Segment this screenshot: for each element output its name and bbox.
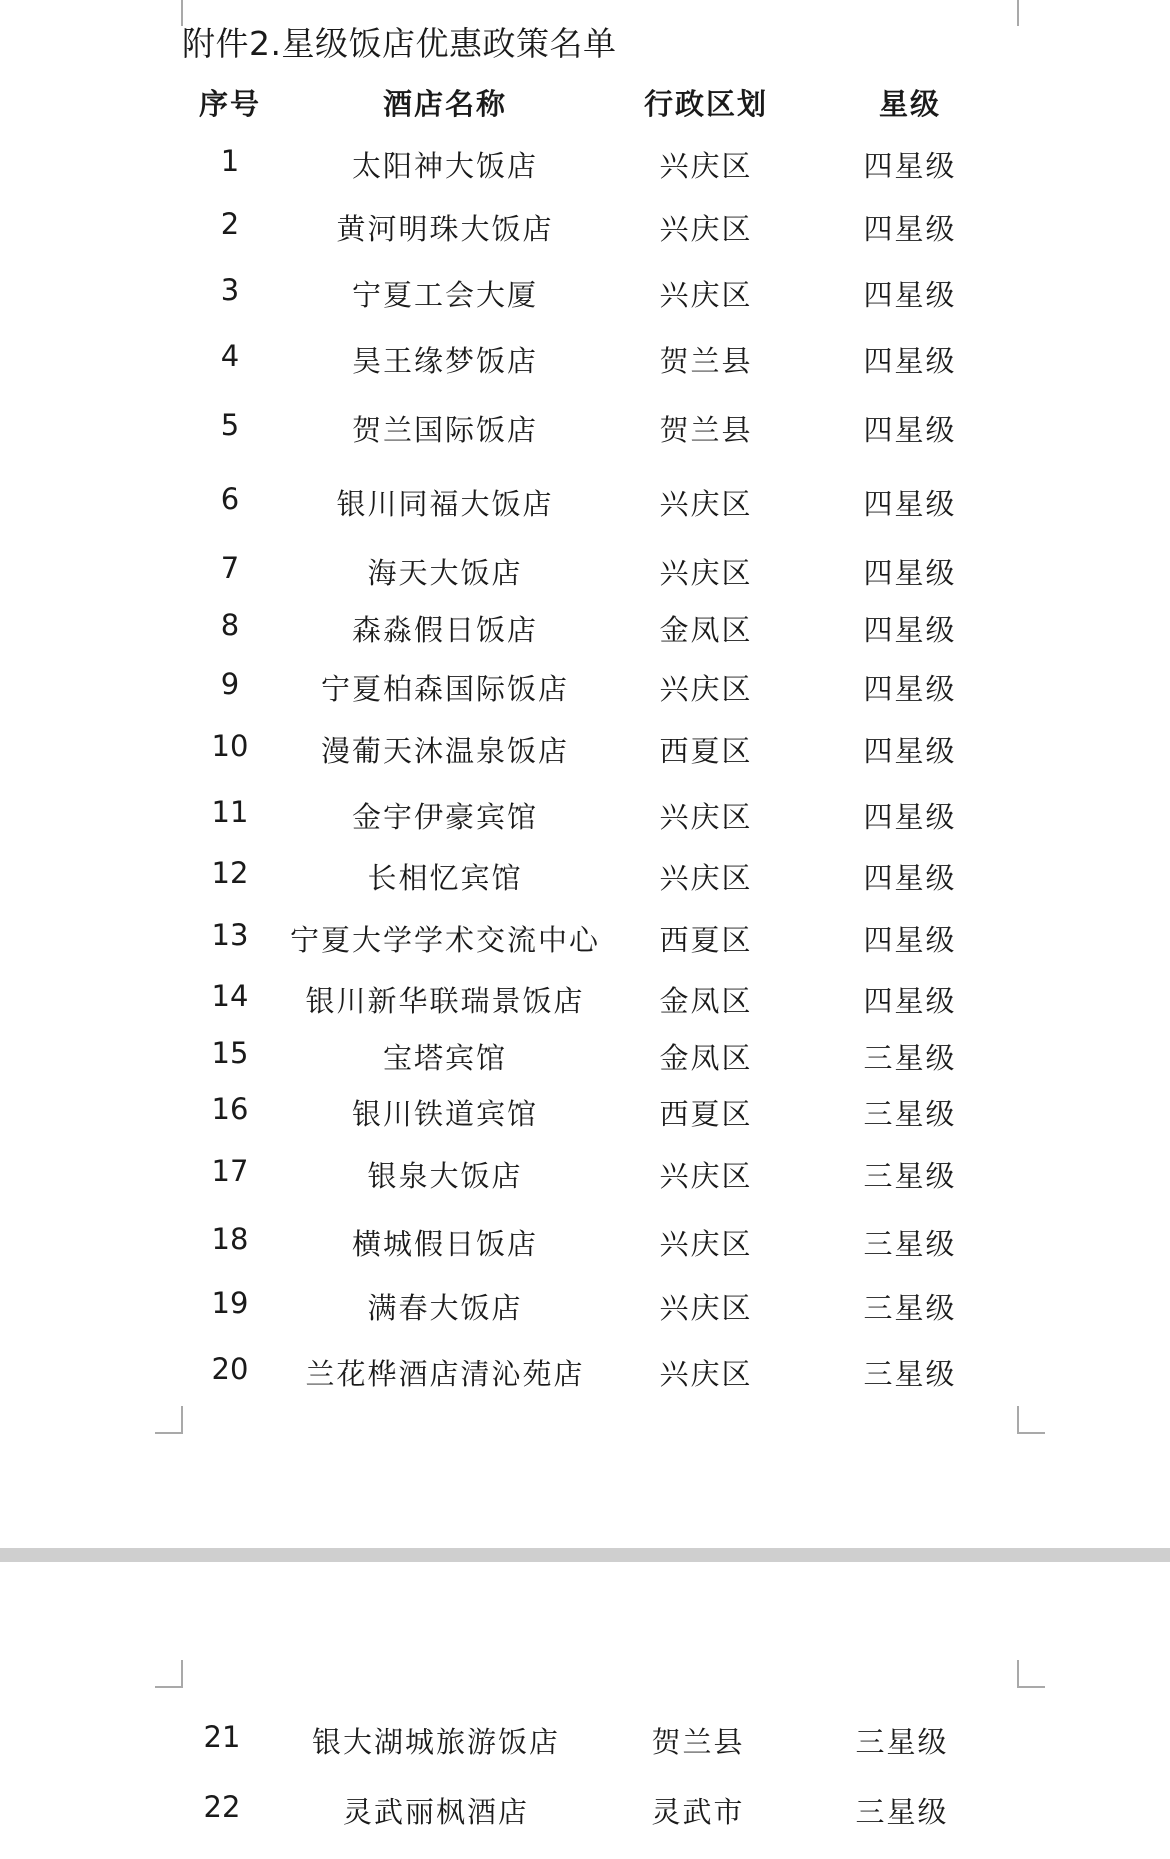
row-number: 7 — [220, 551, 240, 585]
star-rating: 四星级 — [863, 800, 957, 834]
row-number: 12 — [211, 856, 249, 890]
row-number: 3 — [220, 273, 240, 307]
star-rating: 四星级 — [863, 149, 957, 183]
district: 兴庆区 — [659, 800, 753, 834]
row-number: 17 — [211, 1154, 249, 1188]
district: 兴庆区 — [659, 149, 753, 183]
star-rating: 四星级 — [863, 413, 957, 447]
district: 兴庆区 — [659, 556, 753, 590]
district: 兴庆区 — [659, 487, 753, 521]
crop-mark-top-left — [155, 0, 183, 26]
star-rating: 四星级 — [863, 672, 957, 706]
star-rating: 四星级 — [863, 344, 957, 378]
row-number: 22 — [203, 1790, 241, 1824]
star-rating: 四星级 — [863, 487, 957, 521]
star-rating: 三星级 — [863, 1291, 957, 1325]
hotel-name: 宝塔宾馆 — [382, 1041, 508, 1075]
row-number: 16 — [211, 1092, 249, 1126]
hotel-name: 兰花桦酒店清沁苑店 — [305, 1357, 585, 1391]
row-number: 1 — [220, 144, 240, 178]
hotel-name: 金宇伊豪宾馆 — [351, 800, 539, 834]
district: 西夏区 — [659, 1097, 753, 1131]
hotel-name: 昊王缘梦饭店 — [351, 344, 539, 378]
hotel-name: 横城假日饭店 — [351, 1227, 539, 1261]
district: 西夏区 — [659, 734, 753, 768]
row-number: 19 — [211, 1286, 249, 1320]
row-number: 5 — [220, 408, 240, 442]
hotel-name: 黄河明珠大饭店 — [336, 212, 554, 246]
row-number: 13 — [211, 918, 249, 952]
hotel-name: 灵武丽枫酒店 — [342, 1795, 530, 1829]
hotel-name: 漫葡天沐温泉饭店 — [320, 734, 570, 768]
header-index: 序号 — [198, 87, 262, 121]
header-name: 酒店名称 — [382, 87, 508, 121]
row-number: 4 — [220, 339, 240, 373]
crop-mark-top-right — [1017, 1660, 1045, 1688]
row-number: 15 — [211, 1036, 249, 1070]
star-rating: 四星级 — [863, 613, 957, 647]
hotel-name: 满春大饭店 — [367, 1291, 523, 1325]
row-number: 20 — [211, 1352, 249, 1386]
star-rating: 三星级 — [863, 1357, 957, 1391]
district: 兴庆区 — [659, 278, 753, 312]
district: 金凤区 — [659, 613, 753, 647]
star-rating: 四星级 — [863, 734, 957, 768]
hotel-name: 银川铁道宾馆 — [351, 1097, 539, 1131]
hotel-name: 海天大饭店 — [367, 556, 523, 590]
star-rating: 三星级 — [863, 1041, 957, 1075]
row-number: 10 — [211, 729, 249, 763]
crop-mark-top-right — [1017, 0, 1045, 26]
row-number: 6 — [220, 482, 240, 516]
district: 灵武市 — [651, 1795, 745, 1829]
crop-mark-bottom-left — [155, 1406, 183, 1434]
row-number: 9 — [220, 667, 240, 701]
star-rating: 三星级 — [863, 1097, 957, 1131]
star-rating: 四星级 — [863, 556, 957, 590]
hotel-name: 太阳神大饭店 — [351, 149, 539, 183]
hotel-name: 宁夏柏森国际饭店 — [320, 672, 570, 706]
crop-mark-bottom-right — [1017, 1406, 1045, 1434]
header-star: 星级 — [878, 87, 942, 121]
hotel-name: 银大湖城旅游饭店 — [311, 1725, 561, 1759]
row-number: 21 — [203, 1720, 241, 1754]
star-rating: 三星级 — [855, 1795, 949, 1829]
hotel-name: 森淼假日饭店 — [351, 613, 539, 647]
row-number: 11 — [211, 795, 249, 829]
district: 贺兰县 — [659, 344, 753, 378]
district: 金凤区 — [659, 1041, 753, 1075]
district: 兴庆区 — [659, 1159, 753, 1193]
hotel-name: 宁夏大学学术交流中心 — [289, 923, 601, 957]
row-number: 2 — [220, 207, 240, 241]
district: 西夏区 — [659, 923, 753, 957]
district: 兴庆区 — [659, 1227, 753, 1261]
document-title: 附件2.星级饭店优惠政策名单 — [182, 24, 617, 63]
row-number: 8 — [220, 608, 240, 642]
district: 兴庆区 — [659, 861, 753, 895]
district: 兴庆区 — [659, 1357, 753, 1391]
district: 兴庆区 — [659, 672, 753, 706]
hotel-name: 长相忆宾馆 — [367, 861, 523, 895]
star-rating: 三星级 — [863, 1227, 957, 1261]
crop-mark-top-left — [155, 1660, 183, 1688]
row-number: 14 — [211, 979, 249, 1013]
district: 兴庆区 — [659, 1291, 753, 1325]
district: 兴庆区 — [659, 212, 753, 246]
document-page-2 — [0, 1562, 1170, 1859]
district: 贺兰县 — [651, 1725, 745, 1759]
hotel-name: 银川新华联瑞景饭店 — [305, 984, 585, 1018]
hotel-name: 贺兰国际饭店 — [351, 413, 539, 447]
page-separator — [0, 1548, 1170, 1562]
hotel-name: 银泉大饭店 — [367, 1159, 523, 1193]
hotel-name: 银川同福大饭店 — [336, 487, 554, 521]
star-rating: 四星级 — [863, 212, 957, 246]
star-rating: 三星级 — [855, 1725, 949, 1759]
hotel-name: 宁夏工会大厦 — [351, 278, 539, 312]
district: 金凤区 — [659, 984, 753, 1018]
star-rating: 四星级 — [863, 984, 957, 1018]
star-rating: 四星级 — [863, 278, 957, 312]
star-rating: 四星级 — [863, 861, 957, 895]
row-number: 18 — [211, 1222, 249, 1256]
star-rating: 三星级 — [863, 1159, 957, 1193]
star-rating: 四星级 — [863, 923, 957, 957]
district: 贺兰县 — [659, 413, 753, 447]
header-district: 行政区划 — [643, 87, 769, 121]
